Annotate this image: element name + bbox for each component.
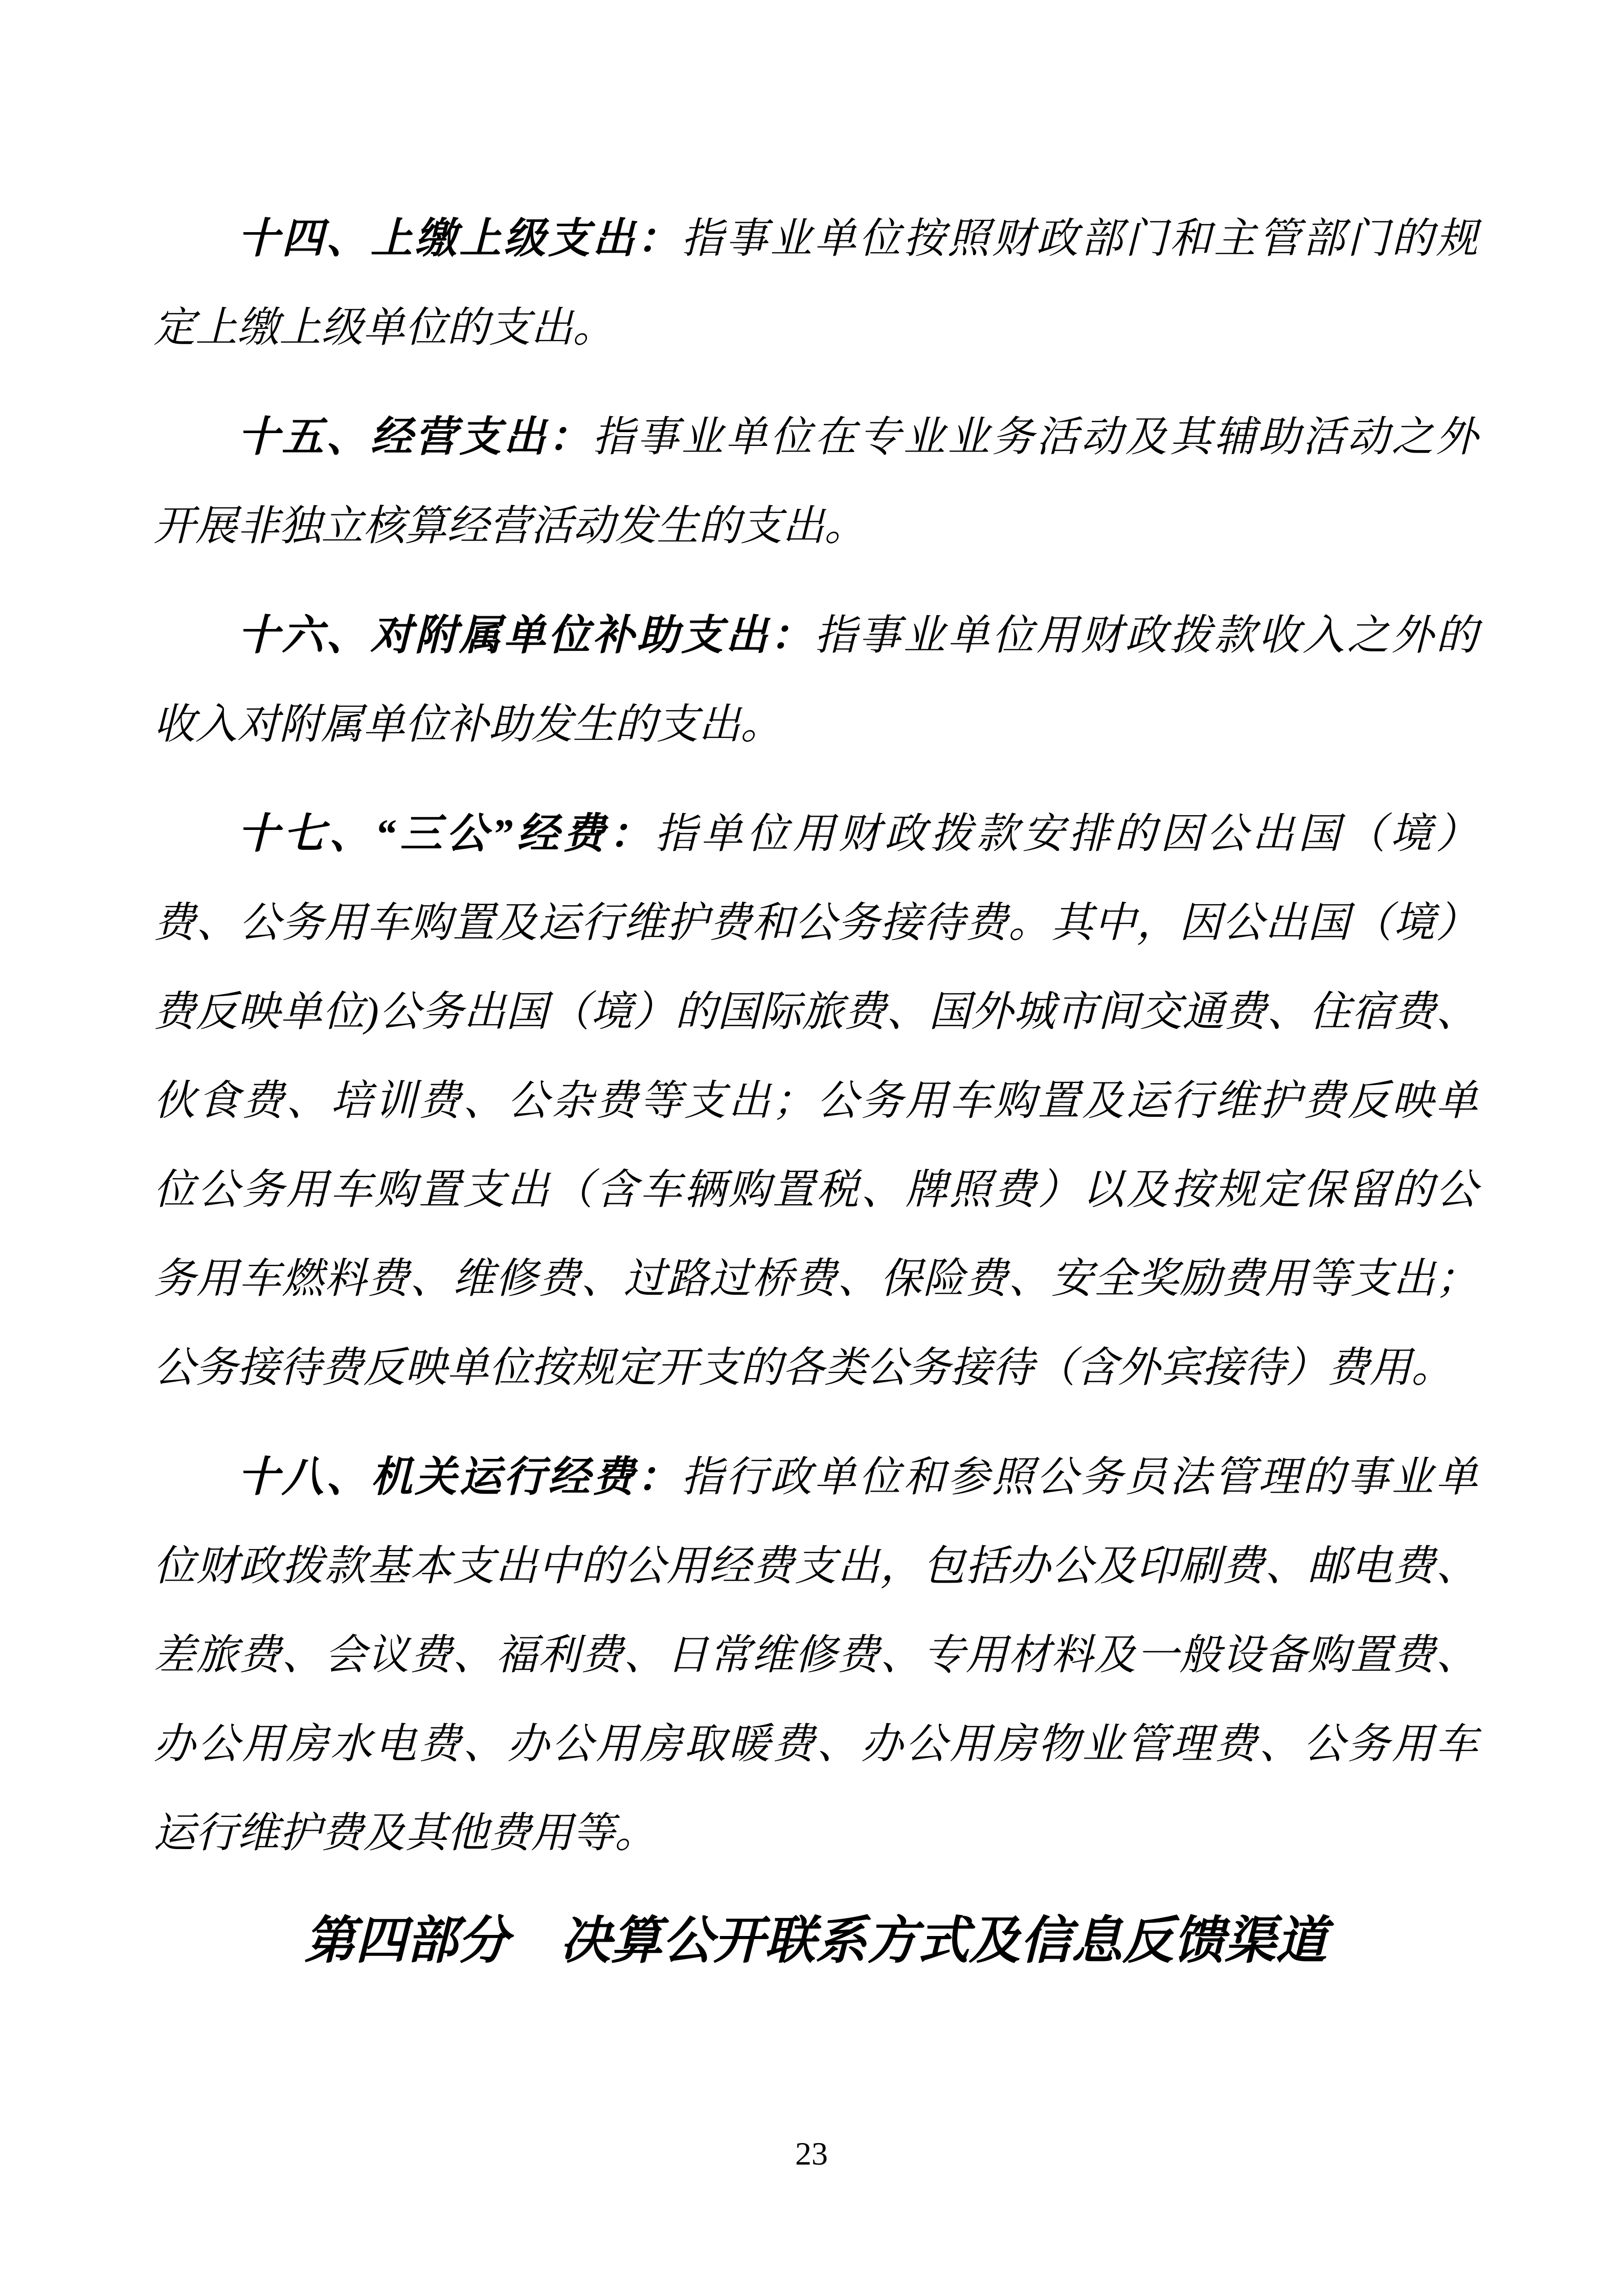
text-line: 运行维护费及其他费用等。 [153, 1810, 657, 1856]
text-line: 收入对附属单位补助发生的支出。 [153, 701, 782, 748]
text-line: 务用车燃料费、维修费、过路过桥费、保险费、安全奖励费用等支出； [153, 1255, 1478, 1302]
document-body [153, 194, 1478, 1984]
paragraph-16-lead: 十六、对附属单位补助支出： [237, 612, 815, 659]
text-line [153, 790, 1478, 879]
text-line: 伙食费、培训费、公杂费等支出；公务用车购置及运行维护费反映单 [153, 1077, 1478, 1124]
paragraph-item-15 [153, 393, 1478, 571]
page-number: 23 [795, 2135, 828, 2172]
paragraph-18-text: 指行政单位和参照公务员法管理的事业单 [681, 1454, 1478, 1500]
section-heading: 第四部分 决算公开联系方式及信息反馈渠道 [304, 1912, 1327, 1969]
paragraph-item-17 [153, 790, 1478, 1412]
paragraph-15-text: 指事业单位在专业业务活动及其辅助活动之外 [592, 414, 1478, 460]
paragraph-18-lead: 十八、机关运行经费： [237, 1454, 682, 1500]
text-line [153, 1433, 1478, 1522]
paragraph-item-18 [153, 1433, 1478, 1878]
text-line [153, 393, 1478, 482]
paragraph-14-lead: 十四、上缴上级支出： [237, 215, 682, 262]
text-line: 办公用房水电费、办公用房取暖费、办公用房物业管理费、公务用车 [153, 1721, 1478, 1767]
text-line: 费、公务用车购置及运行维护费和公务接待费。其中，因公出国（境） [153, 899, 1478, 946]
text-line: 位公务用车购置支出（含车辆购置税、牌照费）以及按规定保留的公 [153, 1166, 1478, 1213]
text-line [153, 591, 1478, 680]
text-line: 位财政拨款基本支出中的公用经费支出，包括办公及印刷费、邮电费、 [153, 1543, 1478, 1589]
paragraph-17-lead: 十七、“三公”经费： [237, 811, 655, 857]
paragraph-14-text: 指事业单位按照财政部门和主管部门的规 [681, 215, 1478, 262]
paragraph-16-text: 指事业单位用财政拨款收入之外的 [814, 612, 1478, 659]
paragraph-15-lead: 十五、经营支出： [237, 414, 593, 460]
paragraph-17-text: 指单位用财政拨款安排的因公出国（境） [655, 811, 1478, 857]
paragraph-item-16 [153, 591, 1478, 769]
text-line: 费反映单位)公务出国（境）的国际旅费、国外城市间交通费、住宿费、 [153, 988, 1478, 1035]
paragraph-item-14 [153, 194, 1478, 372]
text-line: 差旅费、会议费、福利费、日常维修费、专用材料及一般设备购置费、 [153, 1632, 1478, 1678]
text-line [153, 194, 1478, 283]
text-line: 开展非独立核算经营活动发生的支出。 [153, 503, 866, 549]
text-line: 定上缴上级单位的支出。 [153, 304, 615, 351]
text-line: 公务接待费反映单位按规定开支的各类公务接待（含外宾接待）费用。 [153, 1344, 1453, 1391]
